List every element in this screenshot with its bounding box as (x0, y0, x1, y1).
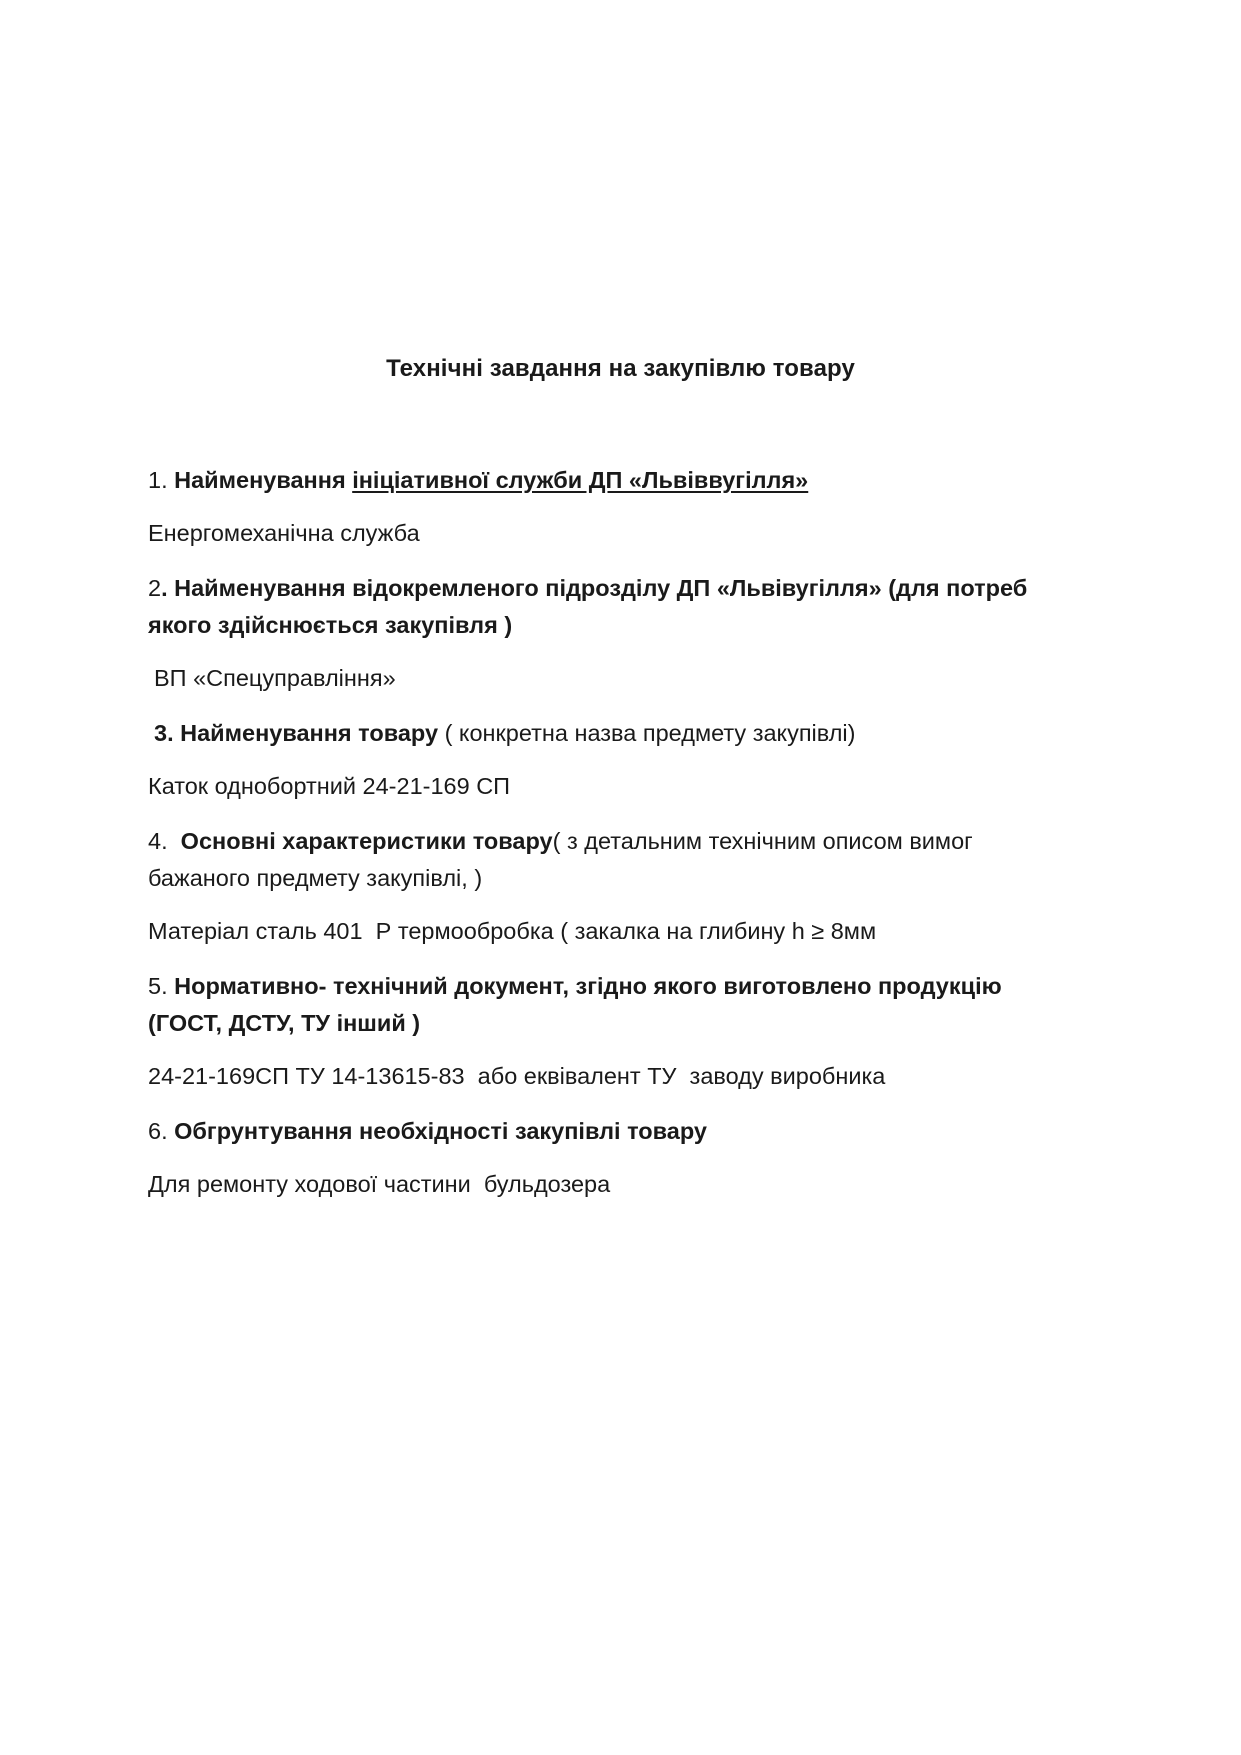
section-2-heading-line1: . Найменування відокремленого підрозділу ДП «Львівугілля» (для потреб (161, 575, 1028, 601)
section-2-number: 2 (148, 575, 162, 601)
section-3-note: ( конкретна назва предмету закупівлі) (438, 720, 856, 746)
section-6-number: 6. (148, 1118, 175, 1144)
section-1-answer: Енергомеханічна служба (148, 520, 420, 546)
section-5-heading-line1: Нормативно- технічний документ, згідно якого виготовлено продукцію (174, 973, 1002, 999)
section-4-note-line1: ( з детальним технічним описом вимог (552, 828, 973, 854)
section-5-heading-line2: (ГОСТ, ДСТУ, ТУ інший ) (148, 1010, 421, 1036)
section-4-heading (148, 823, 1118, 860)
section-4-answer: Матеріал сталь 401 Р термообробка ( закалка на глибину h ≥ 8мм (148, 918, 877, 944)
section-3-answer: Каток однобортний 24-21-169 СП (148, 773, 511, 799)
section-3-heading-text: 3. Найменування товару (154, 720, 439, 746)
document-title: Технічні завдання на закупівлю товару (386, 355, 855, 382)
section-1-heading (148, 462, 1118, 499)
section-3-heading (148, 715, 1118, 752)
section-1-number: 1. (148, 467, 175, 493)
section-6-heading-text: Обгрунтування необхідності закупівлі товару (174, 1118, 707, 1144)
section-5-answer: 24-21-169СП ТУ 14-13615-83 або еквівалент ТУ заводу виробника (148, 1063, 886, 1089)
document-body (148, 462, 1118, 1203)
section-2-heading (148, 570, 1118, 607)
section-2-heading-line2: якого здійснюється закупівля ) (148, 612, 513, 638)
section-4-heading-text: Основні характеристики товару (180, 828, 553, 854)
section-2-answer: ВП «Спецуправління» (154, 665, 396, 691)
section-4-note-line2: бажаного предмету закупівлі, ) (148, 865, 483, 891)
section-6-answer: Для ремонту ходової частини бульдозера (148, 1171, 611, 1197)
section-1-heading-underlined: ініціативної служби ДП «Львіввугілля» (352, 467, 809, 493)
section-6-heading (148, 1113, 1118, 1150)
section-5-heading (148, 968, 1118, 1005)
section-4-number: 4. (148, 828, 181, 854)
section-1-heading-text: Найменування (174, 467, 353, 493)
section-5-number: 5. (148, 973, 175, 999)
